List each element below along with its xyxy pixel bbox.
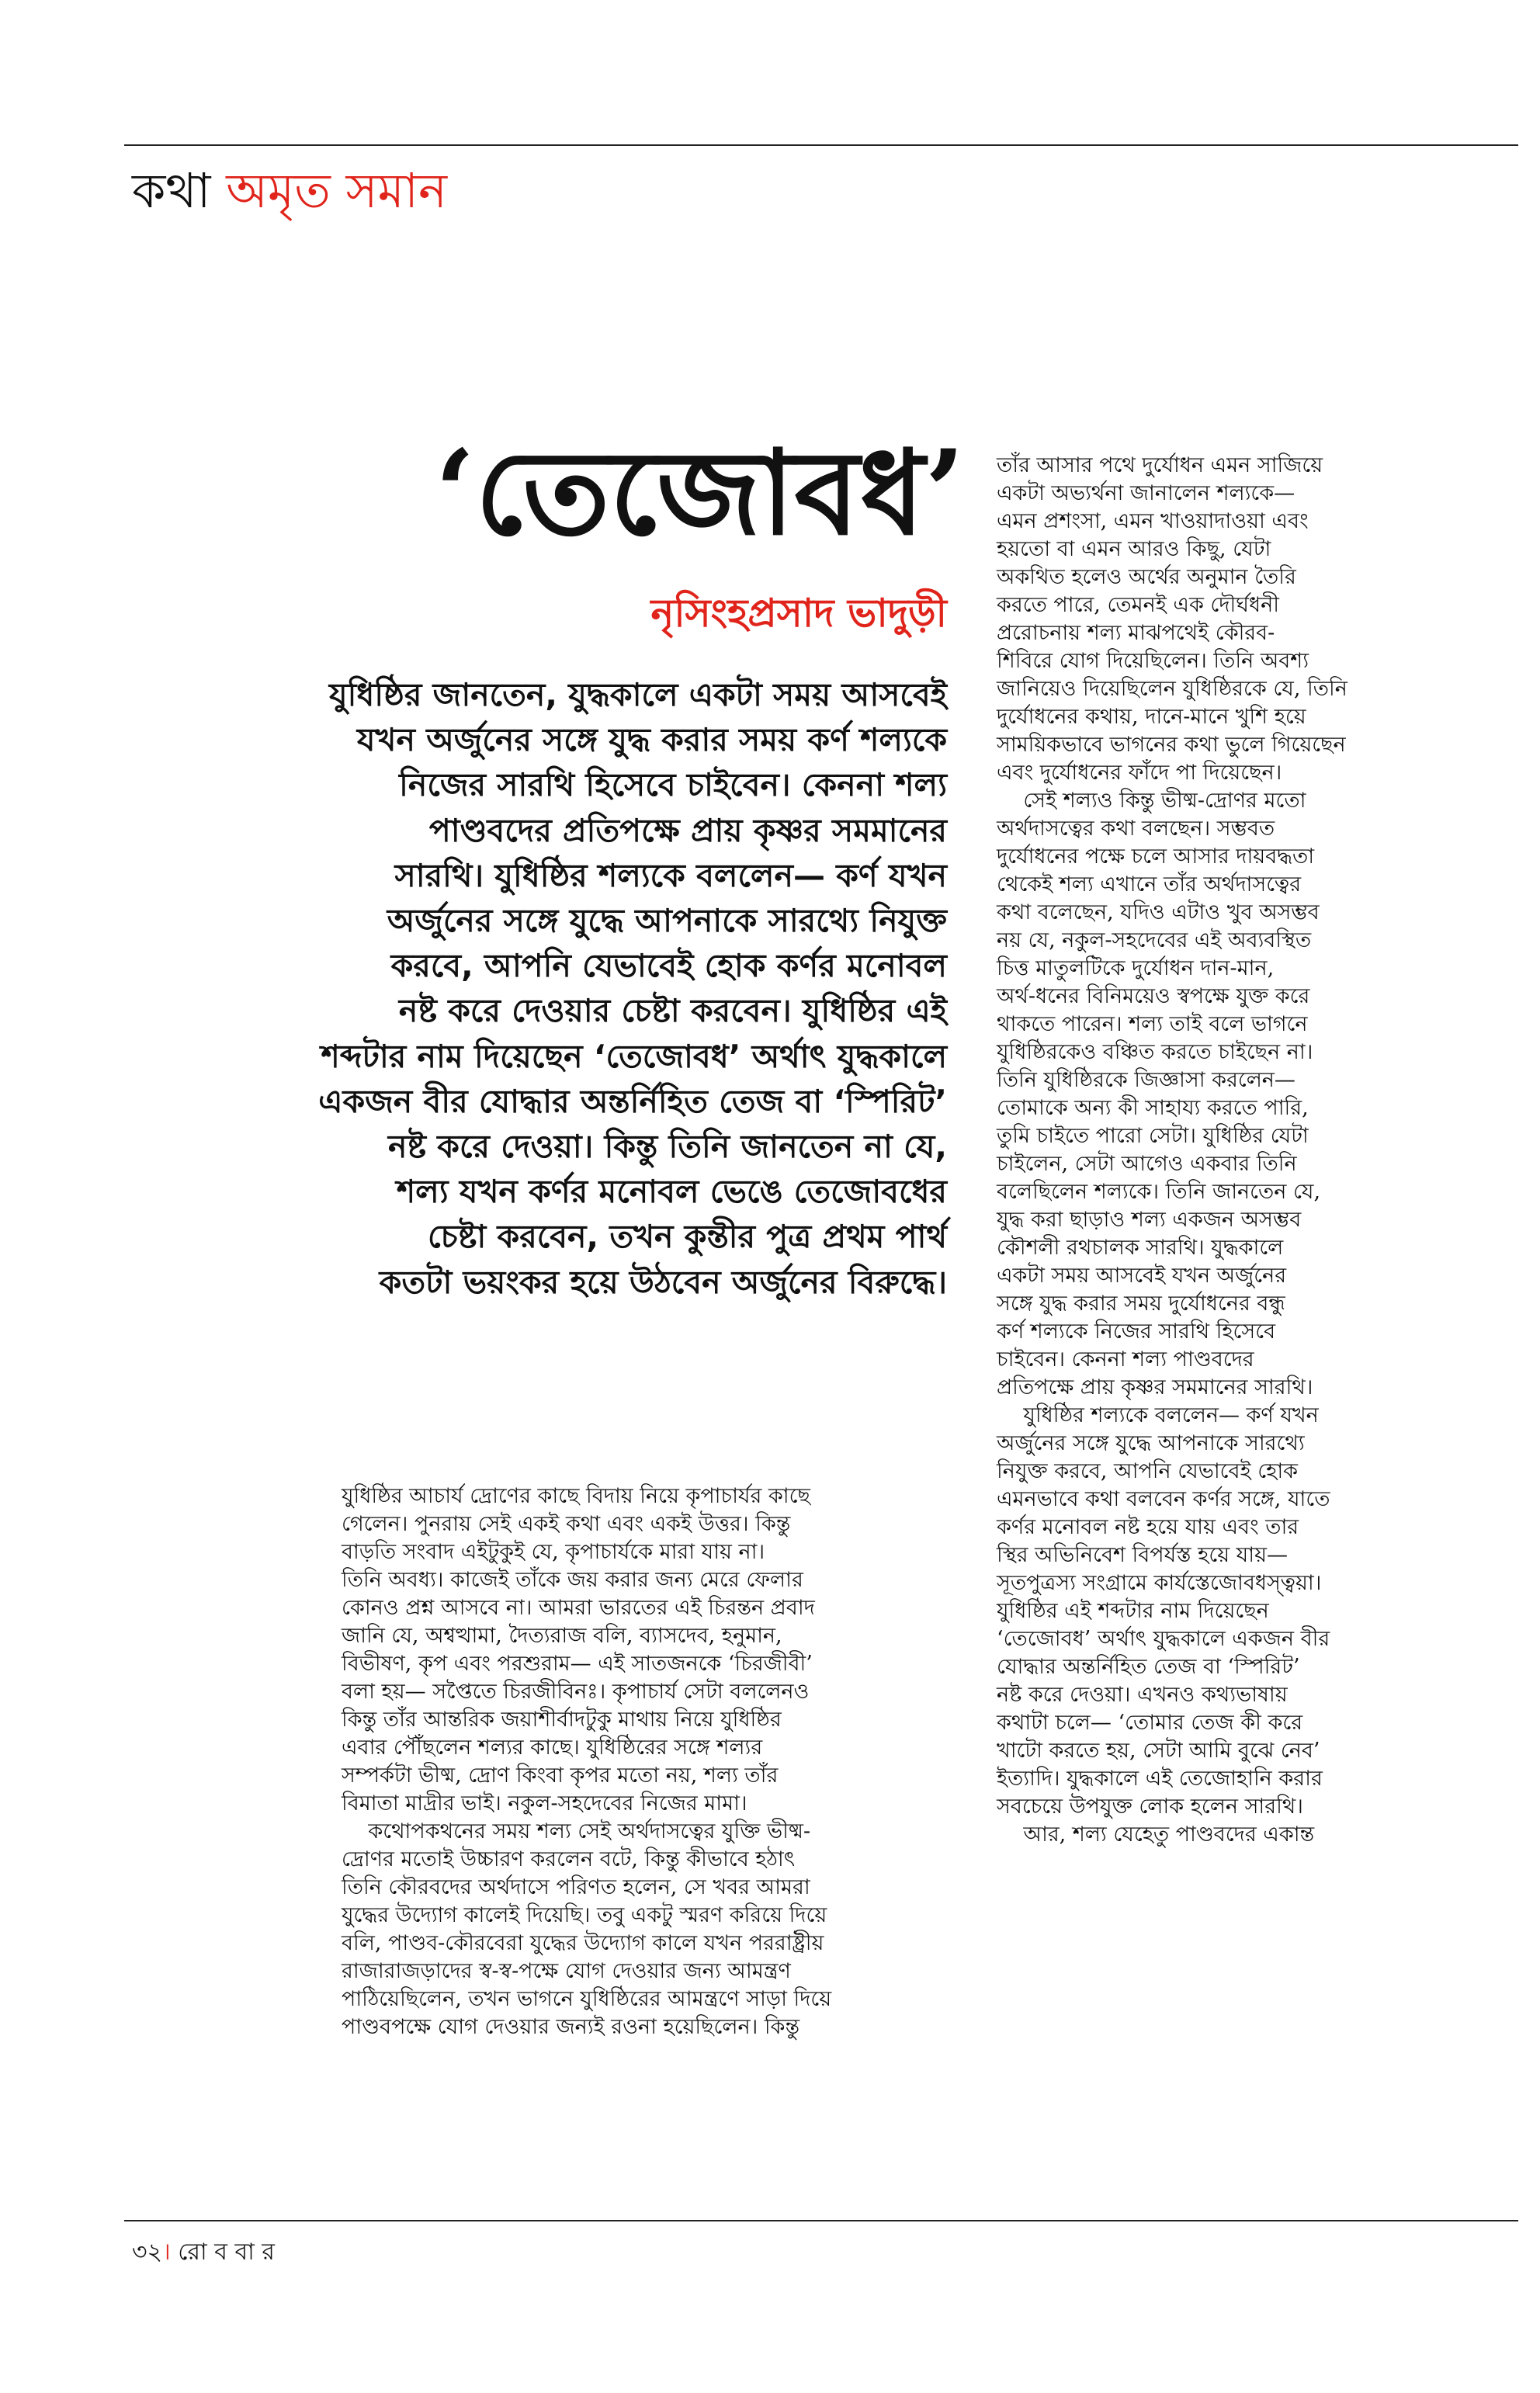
body-text-line: হয়তো বা এমন আরও কিছু, যেটা <box>997 537 1271 561</box>
body-text-line: যুধিষ্ঠির শল্যকে বললেন— কর্ণ যখন <box>997 1403 1319 1427</box>
body-text-line: বলা হয়— সপ্তৈতে চিরজীবিনঃ। কৃপাচার্য সেটা বললেনও <box>342 1680 810 1704</box>
pull-quote-line: যখন অর্জুনের সঙ্গে যুদ্ধ করার সময় কর্ণ শল্যকে <box>356 721 947 759</box>
body-text-line: সেই শল্যও কিন্তু ভীষ্ম-দ্রোণর মতো <box>997 789 1306 813</box>
bottom-rule <box>124 2220 1518 2221</box>
body-text-line: একটা অভ্যর্থনা জানালেন শল্যকে— <box>997 481 1295 505</box>
pull-quote-line: কতটা ভয়ংকর হয়ে উঠবেন অর্জুনের বিরুদ্ধে। <box>379 1263 947 1301</box>
body-text-line: বিমাতা মাদ্রীর ভাই। নকুল-সহদেবের নিজের মামা। <box>342 1791 747 1816</box>
body-text-line: কর্ণর মনোবল নষ্ট হয়ে যায় এবং তার <box>997 1515 1299 1539</box>
body-text-line: সম্পর্কটা ভীষ্ম, দ্রোণ কিংবা কৃপর মতো নয়, শল্য তাঁর <box>342 1764 779 1788</box>
pull-quote-line: একজন বীর যোদ্ধার অন্তর্নিহিত তেজ বা ‘স্পিরিট’ <box>318 1082 947 1120</box>
body-text-line: গেলেন। পুনরায় সেই একই কথা এবং একই উত্তর। কিন্তু <box>342 1512 791 1536</box>
body-text-line: প্রতিপক্ষে প্রায় কৃষ্ণর সমমানের সারথি। <box>997 1375 1313 1399</box>
body-text-line: দুর্যোধনের কথায়, দানে-মানে খুশি হয়ে <box>997 705 1306 729</box>
page-number: ৩২ <box>132 2239 163 2266</box>
body-column-left <box>342 1483 939 2041</box>
body-text-line: নিযুক্ত করবে, আপনি যেভাবেই হোক <box>997 1459 1299 1483</box>
body-text-line: রাজারাজড়াদের স্ব-স্ব-পক্ষে যোগ দেওয়ার জন্য আমন্ত্রণ <box>342 1959 791 1983</box>
body-text-line: এবং দুর্যোধনের ফাঁদে পা দিয়েছেন। <box>997 761 1282 785</box>
pull-quote <box>171 672 947 1305</box>
top-rule <box>124 144 1518 146</box>
pull-quote-line: নষ্ট করে দেওয়ার চেষ্টা করবেন। যুধিষ্ঠির এই <box>398 992 947 1030</box>
body-text-line: প্ররোচনায় শল্য মাঝপথেই কৌরব- <box>997 621 1275 645</box>
body-text-line: ইত্যাদি। যুদ্ধকালে এই তেজোহানি করার <box>997 1767 1323 1791</box>
body-text-line: তুমি চাইতে পারো সেটা। যুধিষ্ঠির যেটা <box>997 1124 1309 1148</box>
body-text-line: যুধিষ্ঠিরকেও বঞ্চিত করতে চাইছেন না। <box>997 1040 1313 1064</box>
body-text-line: কর্ণ শল্যকে নিজের সারথি হিসেবে <box>997 1320 1276 1344</box>
body-text-line: থাকতে পারেন। শল্য তাই বলে ভাগনে <box>997 1012 1308 1036</box>
body-text-line: থেকেই শল্য এখানে তাঁর অর্থদাসত্বের <box>997 872 1302 897</box>
body-text-line: কথাটা চলে— ‘তোমার তেজ কী করে <box>997 1711 1303 1735</box>
section-header <box>132 160 447 222</box>
body-column-right <box>997 452 1447 1849</box>
pull-quote-line: চেষ্টা করবেন, তখন কুন্তীর পুত্র প্রথম পার্থ <box>428 1218 947 1256</box>
body-text-line: সাময়িকভাবে ভাগনের কথা ভুলে গিয়েছেন <box>997 733 1346 757</box>
pull-quote-line: সারথি। যুধিষ্ঠির শল্যকে বললেন— কর্ণ যখন <box>394 856 947 894</box>
magazine-name: রো ব বা র <box>178 2239 275 2266</box>
body-text-line: কোনও প্রশ্ন আসবে না। আমরা ভারতের এই চিরন্তন প্রবাদ <box>342 1596 815 1620</box>
body-text-line: সঙ্গে যুদ্ধ করার সময় দুর্যোধনের বন্ধু <box>997 1292 1285 1316</box>
body-text-line: এবার পৌঁছলেন শল্যর কাছে। যুধিষ্ঠিরের সঙ্গে শল্যর <box>342 1736 763 1760</box>
body-text-line: যুধিষ্ঠির এই শব্দটার নাম দিয়েছেন <box>997 1599 1269 1623</box>
body-text-line: এমনভাবে কথা বলবেন কর্ণর সঙ্গে, যাতে <box>997 1487 1330 1511</box>
author-name: নৃসিংহপ্রসাদ ভাদুড়ী <box>650 590 947 636</box>
pull-quote-line: অর্জুনের সঙ্গে যুদ্ধে আপনাকে সারথ্যে নিযুক্ত <box>387 902 947 940</box>
pull-quote-line: করবে, আপনি যেভাবেই হোক কর্ণর মনোবল <box>390 947 947 985</box>
body-text-line: যুধিষ্ঠির আচার্য দ্রোণের কাছে বিদায় নিয়ে কৃপাচার্যর কাছে <box>342 1484 810 1508</box>
pull-quote-line: শল্য যখন কর্ণর মনোবল ভেঙে তেজোবধের <box>396 1173 947 1211</box>
body-text-line: এমন প্রশংসা, এমন খাওয়াদাওয়া এবং <box>997 509 1309 533</box>
body-text-line: বাড়তি সংবাদ এইটুকুই যে, কৃপাচার্যকে মারা যায় না। <box>342 1540 765 1564</box>
section-header-word-2: অমৃত সমান <box>226 162 447 219</box>
article-title: ‘তেজোবধ’ <box>435 425 966 561</box>
body-text-line: চিত্ত মাতুলটিকে দুর্যোধন দান-মান, <box>997 956 1275 980</box>
body-text-line: পাণ্ডবপক্ষে যোগ দেওয়ার জন্যই রওনা হয়েছিলেন। কিন্তু <box>342 2015 800 2039</box>
body-text-line: কিন্তু তাঁর আন্তরিক জয়াশীর্বাদটুকু মাথায় নিয়ে যুধিষ্ঠির <box>342 1708 782 1732</box>
body-text-line: তাঁর আসার পথে দুর্যোধন এমন সাজিয়ে <box>997 453 1323 477</box>
body-text-line: করতে পারে, তেমনই এক দৌর্ঘধনী <box>997 593 1279 617</box>
body-text-line: যুদ্ধ করা ছাড়াও শল্য একজন অসম্ভব <box>997 1208 1302 1232</box>
body-text-line: অর্জুনের সঙ্গে যুদ্ধে আপনাকে সারথ্যে <box>997 1431 1305 1455</box>
body-text-line: বলেছিলেন শল্যকে। তিনি জানতেন যে, <box>997 1180 1321 1204</box>
body-text-line: তিনি অবধ্য। কাজেই তাঁকে জয় করার জন্য মেরে ফেলার <box>342 1568 803 1592</box>
body-text-line: কথা বলেছেন, যদিও এটাও খুব অসম্ভব <box>997 900 1320 924</box>
body-text-line: পাঠিয়েছিলেন, তখন ভাগনে যুধিষ্ঠিরের আমন্ত্রণে সাড়া দিয়ে <box>342 1987 832 2011</box>
body-text-line: চাইবেন। কেননা শল্য পাণ্ডবদের <box>997 1347 1254 1372</box>
body-text-line: তিনি কৌরবদের অর্থদাসে পরিণত হলেন, সে খবর আমরা <box>342 1875 810 1899</box>
body-text-line: কথোপকথনের সময় শল্য সেই অর্থদাসত্বের যুক্তি ভীষ্ম- <box>342 1819 811 1843</box>
footer-separator: । <box>162 2239 171 2266</box>
body-text-line: অকথিত হলেও অর্থের অনুমান তৈরি <box>997 565 1296 589</box>
body-text-line: অর্থ-ধনের বিনিময়েও স্বপক্ষে যুক্ত করে <box>997 984 1310 1008</box>
body-text-line: একটা সময় আসবেই যখন অর্জুনের <box>997 1264 1287 1288</box>
body-text-line: চাইলেন, সেটা আগেও একবার তিনি <box>997 1152 1297 1176</box>
page-footer <box>132 2237 275 2268</box>
body-text-line: যুদ্ধের উদ্যোগ কালেই দিয়েছি। তবু একটু স্মরণ করিয়ে দিয়ে <box>342 1903 827 1927</box>
body-text-line: দুর্যোধনের পক্ষে চলে আসার দায়বদ্ধতা <box>997 844 1315 869</box>
body-text-line: তিনি যুধিষ্ঠিরকে জিজ্ঞাসা করলেন— <box>997 1068 1295 1092</box>
body-text-line: শিবিরে যোগ দিয়েছিলেন। তিনি অবশ্য <box>997 649 1309 673</box>
body-text-line: বলি, পাণ্ডব-কৌরবেরা যুদ্ধের উদ্যোগ কালে যখন পররাষ্ট্রীয় <box>342 1931 824 1955</box>
body-text-line: জানিয়েও দিয়েছিলেন যুধিষ্ঠিরকে যে, তিনি <box>997 677 1348 701</box>
pull-quote-line: শব্দটার নাম দিয়েছেন ‘তেজোবধ’ অর্থাৎ যুদ্ধকালে <box>321 1037 947 1075</box>
body-text-line: কৌশলী রথচালক সারথি। যুদ্ধকালে <box>997 1236 1284 1260</box>
body-text-line: তোমাকে অন্য কী সাহায্য করতে পারি, <box>997 1096 1309 1120</box>
section-header-word-1: কথা <box>132 162 211 219</box>
pull-quote-line: নষ্ট করে দেওয়া। কিন্তু তিনি জানতেন না যে, <box>387 1128 947 1166</box>
pull-quote-line: পাণ্ডবদের প্রতিপক্ষে প্রায় কৃষ্ণর সমমানের <box>428 811 947 849</box>
body-text-line: ‘তেজোবধ’ অর্থাৎ যুদ্ধকালে একজন বীর <box>997 1627 1330 1651</box>
body-text-line: সূতপুত্রস্য সংগ্রামে কার্যস্তেজোবধস্ত্বয়া। <box>997 1571 1322 1595</box>
pull-quote-line: নিজের সারথি হিসেবে চাইবেন। কেননা শল্য <box>399 766 947 804</box>
body-text-line: জানি যে, অশ্বত্থামা, দৈত্যরাজ বলি, ব্যাসদেব, হনুমান, <box>342 1624 782 1648</box>
body-text-line: নষ্ট করে দেওয়া। এখনও কথ্যভাষায় <box>997 1683 1288 1707</box>
pull-quote-line: যুধিষ্ঠির জানতেন, যুদ্ধকালে একটা সময় আসবেই <box>329 676 947 713</box>
body-text-line: সবচেয়ে উপযুক্ত লোক হলেন সারথি। <box>997 1795 1303 1819</box>
body-text-line: খাটো করতে হয়, সেটা আমি বুঝে নেব’ <box>997 1739 1320 1763</box>
body-text-line: বিভীষণ, কৃপ এবং পরশুরাম— এই সাতজনকে ‘চিরজীবী’ <box>342 1652 813 1676</box>
body-text-line: যোদ্ধার অন্তর্নিহিত তেজ বা ‘স্পিরিট’ <box>997 1655 1300 1679</box>
body-text-line: অর্থদাসত্বের কথা বলছেন। সম্ভবত <box>997 817 1275 841</box>
body-text-line: স্থির অভিনিবেশ বিপর্যস্ত হয়ে যায়— <box>997 1543 1288 1567</box>
body-text-line: আর, শল্য যেহেতু পাণ্ডবদের একান্ত <box>997 1822 1315 1847</box>
body-text-line: দ্রোণর মতোই উচ্চারণ করলেন বটে, কিন্তু কীভাবে হঠাৎ <box>342 1847 796 1871</box>
body-text-line: নয় যে, নকুল-সহদেবের এই অব্যবস্থিত <box>997 928 1312 952</box>
